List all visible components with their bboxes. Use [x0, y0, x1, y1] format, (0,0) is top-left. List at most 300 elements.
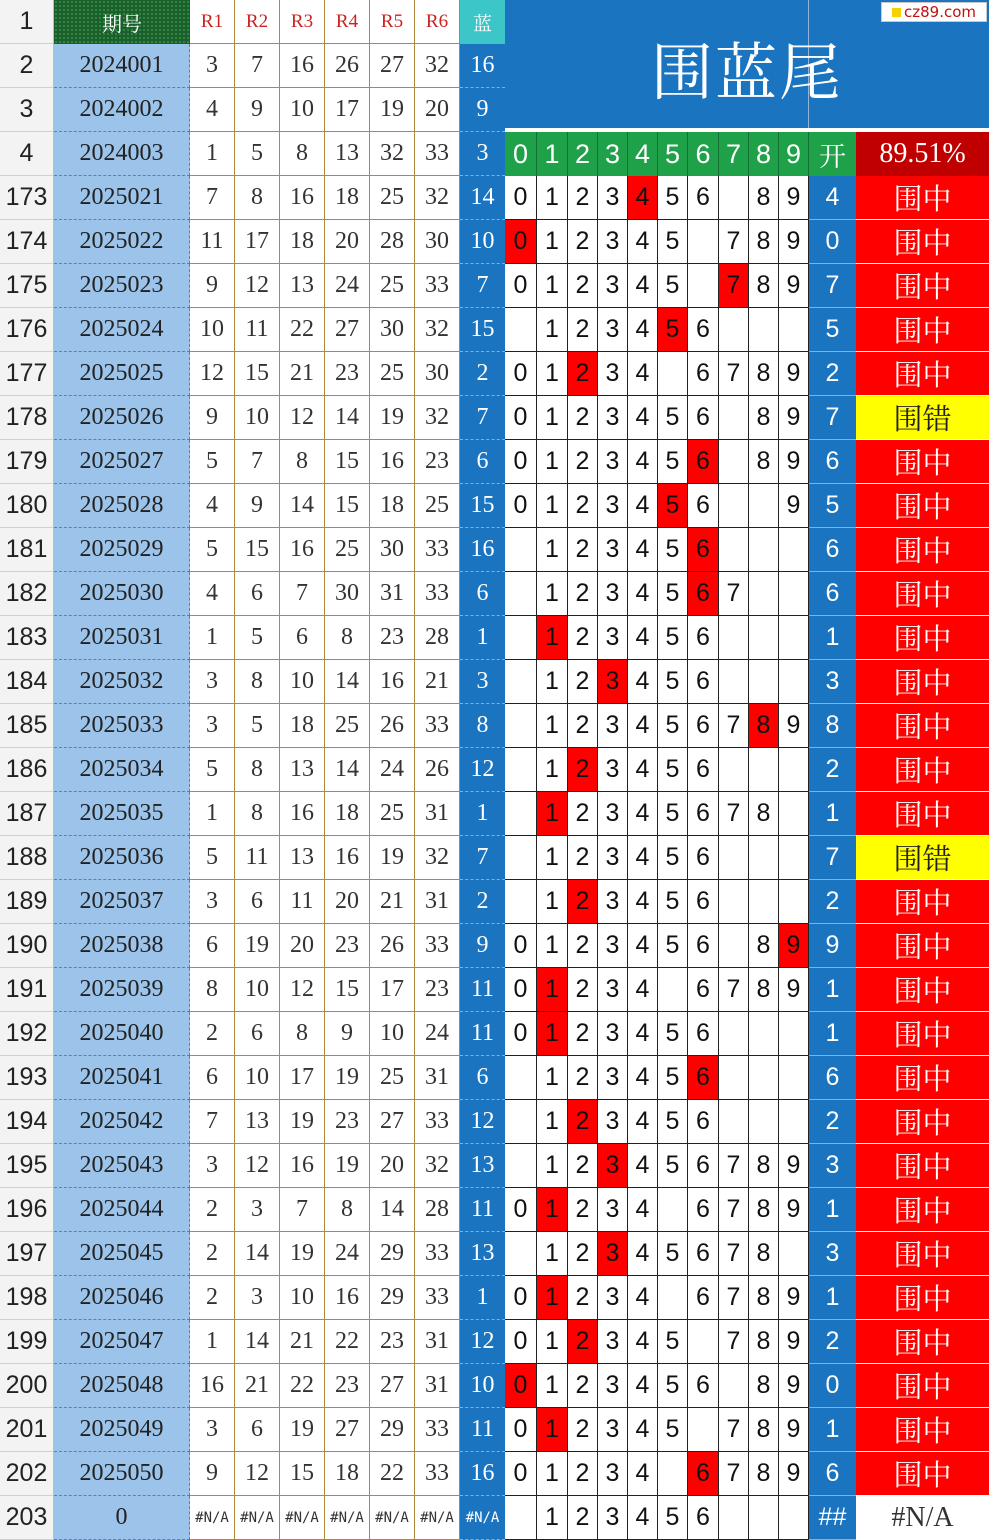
tail-digit-header[interactable]: 7	[719, 132, 749, 176]
row-number[interactable]: 196	[0, 1188, 54, 1232]
tail-digit-cell[interactable]: 1	[537, 572, 568, 616]
tail-digit-cell[interactable]	[779, 792, 809, 836]
tail-digit-cell[interactable]: 2	[568, 924, 598, 968]
tail-digit-cell[interactable]: 5	[658, 660, 688, 704]
red-ball-cell[interactable]: 16	[325, 1276, 370, 1320]
tail-digit-cell[interactable]: 8	[749, 1408, 779, 1452]
tail-digit-cell[interactable]: 5	[658, 220, 688, 264]
tail-digit-cell[interactable]: 2	[568, 704, 598, 748]
tail-digit-cell[interactable]: 6	[688, 352, 719, 396]
tail-digit-cell[interactable]: 6	[688, 968, 719, 1012]
red-ball-cell[interactable]: 15	[280, 1452, 325, 1496]
red-ball-cell[interactable]: #N/A	[325, 1496, 370, 1540]
open-tail-cell[interactable]: 5	[809, 484, 856, 528]
red-ball-cell[interactable]: 9	[190, 396, 235, 440]
period-cell[interactable]: 2025046	[54, 1276, 190, 1320]
tail-digit-cell[interactable]: 5	[658, 440, 688, 484]
tail-digit-cell[interactable]: 8	[749, 924, 779, 968]
tail-digit-cell[interactable]: 4	[628, 1056, 658, 1100]
blue-ball-cell[interactable]: 15	[460, 484, 505, 528]
tail-digit-cell[interactable]: 1	[537, 396, 568, 440]
tail-digit-hit[interactable]: 6	[688, 1452, 719, 1496]
red-ball-cell[interactable]: 33	[415, 704, 460, 748]
tail-digit-cell[interactable]: 2	[568, 616, 598, 660]
tail-digit-cell[interactable]: 1	[537, 1452, 568, 1496]
open-tail-cell[interactable]: 1	[809, 616, 856, 660]
red-ball-cell[interactable]: 6	[235, 1408, 280, 1452]
tail-digit-cell[interactable]	[749, 836, 779, 880]
result-cell[interactable]: 围错	[856, 836, 989, 880]
tail-digit-cell[interactable]: 0	[505, 396, 537, 440]
red-ball-cell[interactable]: 13	[280, 748, 325, 792]
tail-digit-hit[interactable]: 1	[537, 1188, 568, 1232]
tail-digit-hit[interactable]: 1	[537, 1012, 568, 1056]
tail-digit-cell[interactable]: 4	[628, 1100, 658, 1144]
red-ball-cell[interactable]: 25	[370, 352, 415, 396]
tail-digit-cell[interactable]: 2	[568, 528, 598, 572]
period-cell[interactable]: 2025021	[54, 176, 190, 220]
tail-digit-cell[interactable]: 4	[628, 704, 658, 748]
tail-digit-cell[interactable]: 5	[658, 880, 688, 924]
open-tail-cell[interactable]: ##	[809, 1496, 856, 1540]
tail-digit-cell[interactable]: 2	[568, 1364, 598, 1408]
red-ball-cell[interactable]: 9	[190, 1452, 235, 1496]
tail-digit-cell[interactable]	[749, 1012, 779, 1056]
red-ball-cell[interactable]: 5	[190, 748, 235, 792]
blue-ball-cell[interactable]: 13	[460, 1144, 505, 1188]
tail-digit-cell[interactable]: 5	[658, 176, 688, 220]
red-ball-cell[interactable]: 5	[190, 440, 235, 484]
blue-ball-cell[interactable]: 12	[460, 748, 505, 792]
red-ball-cell[interactable]: 33	[415, 528, 460, 572]
period-cell[interactable]: 2025029	[54, 528, 190, 572]
red-ball-cell[interactable]: 25	[325, 704, 370, 748]
tail-digit-hit[interactable]: 3	[598, 1232, 628, 1276]
tail-digit-cell[interactable]: 6	[688, 484, 719, 528]
tail-digit-cell[interactable]: 2	[568, 176, 598, 220]
result-cell[interactable]: 围中	[856, 440, 989, 484]
tail-digit-cell[interactable]: 8	[749, 968, 779, 1012]
tail-digit-cell[interactable]: 6	[688, 792, 719, 836]
red-ball-cell[interactable]: 24	[370, 748, 415, 792]
tail-digit-cell[interactable]: 6	[688, 1012, 719, 1056]
tail-digit-hit[interactable]: 6	[688, 1056, 719, 1100]
blue-ball-cell[interactable]: 9	[460, 924, 505, 968]
tail-digit-cell[interactable]: 6	[688, 1276, 719, 1320]
tail-digit-cell[interactable]: 3	[598, 968, 628, 1012]
tail-digit-cell[interactable]: 3	[598, 924, 628, 968]
tail-digit-cell[interactable]: 3	[598, 1056, 628, 1100]
red-ball-cell[interactable]: 18	[370, 484, 415, 528]
red-ball-cell[interactable]: 15	[325, 484, 370, 528]
tail-digit-cell[interactable]: 0	[505, 1320, 537, 1364]
tail-digit-cell[interactable]: 4	[628, 484, 658, 528]
open-tail-cell[interactable]: 6	[809, 1056, 856, 1100]
tail-digit-cell[interactable]	[658, 968, 688, 1012]
open-tail-cell[interactable]: 3	[809, 660, 856, 704]
tail-digit-cell[interactable]: 3	[598, 748, 628, 792]
tail-digit-cell[interactable]: 2	[568, 1188, 598, 1232]
blue-ball-cell[interactable]: 1	[460, 1276, 505, 1320]
red-ball-cell[interactable]: 33	[415, 264, 460, 308]
red-ball-cell[interactable]: 24	[415, 1012, 460, 1056]
red-ball-cell[interactable]: 18	[325, 1452, 370, 1496]
tail-digit-hit[interactable]: 2	[568, 880, 598, 924]
red-ball-cell[interactable]: 29	[370, 1232, 415, 1276]
red-ball-cell[interactable]: 2	[190, 1276, 235, 1320]
red-ball-cell[interactable]: 14	[280, 484, 325, 528]
red-ball-cell[interactable]: 16	[280, 1144, 325, 1188]
red-ball-cell[interactable]: 8	[190, 968, 235, 1012]
tail-digit-cell[interactable]: 2	[568, 572, 598, 616]
tail-digit-hit[interactable]: 8	[749, 704, 779, 748]
row-number[interactable]: 3	[0, 88, 54, 132]
red-ball-cell[interactable]: 21	[415, 660, 460, 704]
red-ball-cell[interactable]: 30	[415, 220, 460, 264]
red-ball-cell[interactable]: 2	[190, 1232, 235, 1276]
tail-digit-cell[interactable]: 7	[719, 704, 749, 748]
tail-digit-cell[interactable]: 5	[658, 1496, 688, 1540]
red-ball-cell[interactable]: 9	[325, 1012, 370, 1056]
red-ball-cell[interactable]: 31	[415, 1364, 460, 1408]
tail-digit-cell[interactable]	[779, 880, 809, 924]
tail-digit-hit[interactable]: 1	[537, 1408, 568, 1452]
tail-digit-cell[interactable]: 2	[568, 1012, 598, 1056]
tail-digit-header[interactable]: 3	[598, 132, 628, 176]
red-ball-cell[interactable]: 14	[370, 1188, 415, 1232]
tail-digit-cell[interactable]: 9	[779, 1320, 809, 1364]
tail-digit-cell[interactable]: 1	[537, 484, 568, 528]
tail-digit-header[interactable]: 1	[537, 132, 568, 176]
tail-digit-cell[interactable]: 4	[628, 1144, 658, 1188]
period-cell[interactable]: 2025030	[54, 572, 190, 616]
blue-ball-cell[interactable]: 3	[460, 132, 505, 176]
red-ball-cell[interactable]: 13	[325, 132, 370, 176]
blue-ball-cell[interactable]: 14	[460, 176, 505, 220]
tail-digit-cell[interactable]: 0	[505, 1188, 537, 1232]
period-cell[interactable]: 2025039	[54, 968, 190, 1012]
tail-digit-cell[interactable]: 8	[749, 440, 779, 484]
open-tail-cell[interactable]: 0	[809, 1364, 856, 1408]
red-ball-cell[interactable]: 6	[235, 1012, 280, 1056]
tail-digit-cell[interactable]: 4	[628, 440, 658, 484]
red-ball-cell[interactable]: 25	[370, 176, 415, 220]
open-tail-cell[interactable]: 2	[809, 352, 856, 396]
tail-digit-cell[interactable]	[719, 1056, 749, 1100]
tail-digit-hit[interactable]: 5	[658, 308, 688, 352]
blue-ball-cell[interactable]: 3	[460, 660, 505, 704]
tail-digit-cell[interactable]: 3	[598, 1452, 628, 1496]
blue-ball-cell[interactable]: 7	[460, 396, 505, 440]
tail-digit-cell[interactable]: 0	[505, 1276, 537, 1320]
tail-digit-cell[interactable]	[779, 836, 809, 880]
row-number[interactable]: 180	[0, 484, 54, 528]
red-ball-cell[interactable]: 6	[280, 616, 325, 660]
tail-digit-cell[interactable]: 3	[598, 1188, 628, 1232]
tail-digit-cell[interactable]: 8	[749, 1232, 779, 1276]
result-cell[interactable]: 围中	[856, 880, 989, 924]
result-cell[interactable]: 围错	[856, 396, 989, 440]
open-tail-cell[interactable]: 1	[809, 1188, 856, 1232]
tail-digit-cell[interactable]	[719, 1012, 749, 1056]
result-cell[interactable]: 围中	[856, 352, 989, 396]
tail-digit-cell[interactable]: 7	[719, 1144, 749, 1188]
red-ball-cell[interactable]: 20	[325, 880, 370, 924]
row-number[interactable]: 197	[0, 1232, 54, 1276]
open-tail-cell[interactable]: 2	[809, 1100, 856, 1144]
period-cell[interactable]: 2025041	[54, 1056, 190, 1100]
red-ball-cell[interactable]: 16	[325, 836, 370, 880]
red-ball-cell[interactable]: 3	[190, 660, 235, 704]
tail-digit-cell[interactable]: 3	[598, 704, 628, 748]
tail-digit-cell[interactable]: 4	[628, 220, 658, 264]
red-ball-cell[interactable]: 2	[190, 1188, 235, 1232]
tail-digit-cell[interactable]: 3	[598, 264, 628, 308]
tail-digit-cell[interactable]: 1	[537, 924, 568, 968]
tail-digit-cell[interactable]: 7	[719, 792, 749, 836]
tail-digit-cell[interactable]	[749, 748, 779, 792]
red-ball-cell[interactable]: #N/A	[190, 1496, 235, 1540]
red-ball-cell[interactable]: 3	[235, 1276, 280, 1320]
tail-digit-cell[interactable]	[719, 308, 749, 352]
red-ball-cell[interactable]: 9	[235, 484, 280, 528]
tail-digit-cell[interactable]: 6	[688, 660, 719, 704]
period-cell[interactable]: 2025031	[54, 616, 190, 660]
red-ball-cell[interactable]: 12	[190, 352, 235, 396]
row-number[interactable]: 176	[0, 308, 54, 352]
red-ball-cell[interactable]: 20	[370, 1144, 415, 1188]
period-cell[interactable]: 2025027	[54, 440, 190, 484]
result-cell[interactable]: 围中	[856, 660, 989, 704]
tail-digit-cell[interactable]: 7	[719, 220, 749, 264]
red-ball-cell[interactable]: 18	[280, 704, 325, 748]
tail-digit-hit[interactable]: 4	[628, 176, 658, 220]
red-ball-cell[interactable]: 32	[370, 132, 415, 176]
tail-digit-cell[interactable]: 9	[779, 440, 809, 484]
red-ball-cell[interactable]: 31	[415, 880, 460, 924]
row-number[interactable]: 198	[0, 1276, 54, 1320]
tail-digit-cell[interactable]: 5	[658, 1056, 688, 1100]
red-ball-cell[interactable]: 18	[325, 176, 370, 220]
result-cell[interactable]: 围中	[856, 792, 989, 836]
red-ball-cell[interactable]: 12	[235, 1452, 280, 1496]
red-ball-cell[interactable]: 16	[370, 660, 415, 704]
tail-digit-cell[interactable]: 5	[658, 792, 688, 836]
blue-ball-cell[interactable]: 11	[460, 1188, 505, 1232]
red-ball-cell[interactable]: 32	[415, 836, 460, 880]
result-cell[interactable]: 围中	[856, 968, 989, 1012]
tail-digit-cell[interactable]: 4	[628, 616, 658, 660]
tail-digit-cell[interactable]	[505, 308, 537, 352]
red-ball-cell[interactable]: 26	[370, 924, 415, 968]
tail-digit-cell[interactable]: 5	[658, 1232, 688, 1276]
tail-digit-cell[interactable]: 9	[779, 1364, 809, 1408]
row-number[interactable]: 174	[0, 220, 54, 264]
tail-digit-cell[interactable]: 2	[568, 836, 598, 880]
row-number[interactable]: 188	[0, 836, 54, 880]
red-ball-cell[interactable]: 29	[370, 1408, 415, 1452]
tail-digit-cell[interactable]: 2	[568, 1232, 598, 1276]
tail-digit-cell[interactable]: 7	[719, 1276, 749, 1320]
tail-digit-cell[interactable]: 5	[658, 1320, 688, 1364]
open-tail-cell[interactable]: 7	[809, 264, 856, 308]
tail-digit-cell[interactable]	[779, 1100, 809, 1144]
row-number[interactable]: 189	[0, 880, 54, 924]
tail-digit-cell[interactable]: 9	[779, 1276, 809, 1320]
tail-digit-cell[interactable]	[505, 1232, 537, 1276]
tail-digit-cell[interactable]: 6	[688, 836, 719, 880]
period-cell[interactable]: 2024002	[54, 88, 190, 132]
tail-digit-cell[interactable]: 1	[537, 748, 568, 792]
tail-digit-cell[interactable]: 2	[568, 440, 598, 484]
tail-digit-cell[interactable]	[505, 528, 537, 572]
result-cell[interactable]: 围中	[856, 1056, 989, 1100]
red-ball-cell[interactable]: 26	[415, 748, 460, 792]
red-ball-cell[interactable]: 31	[415, 1056, 460, 1100]
red-ball-cell[interactable]: 14	[235, 1320, 280, 1364]
row-number[interactable]: 2	[0, 44, 54, 88]
red-ball-cell[interactable]: 8	[235, 748, 280, 792]
tail-digit-cell[interactable]	[779, 528, 809, 572]
red-ball-cell[interactable]: 2	[190, 1012, 235, 1056]
tail-digit-cell[interactable]	[779, 660, 809, 704]
row-number[interactable]: 1	[0, 0, 54, 44]
tail-digit-cell[interactable]	[505, 616, 537, 660]
tail-digit-hit[interactable]: 2	[568, 1320, 598, 1364]
tail-digit-cell[interactable]: 9	[779, 1452, 809, 1496]
tail-digit-cell[interactable]	[688, 1408, 719, 1452]
tail-digit-cell[interactable]: 3	[598, 440, 628, 484]
tail-digit-cell[interactable]: 4	[628, 1408, 658, 1452]
red-ball-cell[interactable]: 28	[415, 1188, 460, 1232]
blue-ball-header[interactable]: 蓝	[460, 0, 505, 44]
red-ball-cell[interactable]: 22	[325, 1320, 370, 1364]
tail-digit-cell[interactable]	[658, 1276, 688, 1320]
row-number[interactable]: 193	[0, 1056, 54, 1100]
red-ball-header[interactable]: R4	[325, 0, 370, 44]
blue-ball-cell[interactable]: 16	[460, 1452, 505, 1496]
result-cell[interactable]: 围中	[856, 748, 989, 792]
red-ball-cell[interactable]: 1	[190, 616, 235, 660]
red-ball-cell[interactable]: 24	[325, 264, 370, 308]
red-ball-cell[interactable]: 5	[190, 836, 235, 880]
open-tail-cell[interactable]: 7	[809, 396, 856, 440]
tail-digit-cell[interactable]: 6	[688, 748, 719, 792]
red-ball-cell[interactable]: 6	[190, 924, 235, 968]
tail-digit-cell[interactable]: 0	[505, 484, 537, 528]
red-ball-cell[interactable]: 19	[280, 1100, 325, 1144]
tail-digit-cell[interactable]: 0	[505, 1012, 537, 1056]
tail-digit-cell[interactable]	[749, 616, 779, 660]
tail-digit-cell[interactable]: 5	[658, 836, 688, 880]
red-ball-cell[interactable]: 4	[190, 572, 235, 616]
tail-digit-cell[interactable]: 4	[628, 1188, 658, 1232]
red-ball-cell[interactable]: 32	[415, 396, 460, 440]
tail-digit-hit[interactable]: 0	[505, 1364, 537, 1408]
tail-digit-hit[interactable]: 1	[537, 968, 568, 1012]
blue-ball-cell[interactable]: 1	[460, 616, 505, 660]
red-ball-cell[interactable]: 11	[190, 220, 235, 264]
red-ball-cell[interactable]: 7	[190, 1100, 235, 1144]
tail-digit-cell[interactable]	[749, 528, 779, 572]
tail-digit-cell[interactable]: 6	[688, 396, 719, 440]
tail-digit-cell[interactable]: 1	[537, 264, 568, 308]
red-ball-cell[interactable]: 33	[415, 572, 460, 616]
red-ball-cell[interactable]: 16	[370, 440, 415, 484]
tail-digit-cell[interactable]: 3	[598, 880, 628, 924]
result-cell[interactable]: 围中	[856, 1452, 989, 1496]
red-ball-cell[interactable]: 28	[415, 616, 460, 660]
tail-digit-header[interactable]: 6	[688, 132, 719, 176]
tail-digit-cell[interactable]	[749, 1496, 779, 1540]
tail-digit-cell[interactable]	[749, 484, 779, 528]
red-ball-cell[interactable]: 27	[370, 1100, 415, 1144]
red-ball-cell[interactable]: 30	[370, 528, 415, 572]
open-tail-cell[interactable]: 9	[809, 924, 856, 968]
open-tail-cell[interactable]: 7	[809, 836, 856, 880]
tail-digit-cell[interactable]: 8	[749, 176, 779, 220]
red-ball-cell[interactable]: 27	[370, 1364, 415, 1408]
result-cell[interactable]: 围中	[856, 1320, 989, 1364]
tail-digit-cell[interactable]: 9	[779, 704, 809, 748]
row-number[interactable]: 178	[0, 396, 54, 440]
tail-digit-cell[interactable]	[719, 440, 749, 484]
result-cell[interactable]: 围中	[856, 1188, 989, 1232]
red-ball-cell[interactable]: 32	[415, 176, 460, 220]
red-ball-cell[interactable]: 31	[370, 572, 415, 616]
red-ball-cell[interactable]: 3	[190, 1144, 235, 1188]
tail-digit-cell[interactable]: 2	[568, 1144, 598, 1188]
result-cell[interactable]: 围中	[856, 220, 989, 264]
site-logo[interactable]	[881, 2, 987, 22]
blue-ball-cell[interactable]: 6	[460, 440, 505, 484]
red-ball-cell[interactable]: 23	[325, 924, 370, 968]
tail-digit-cell[interactable]: 2	[568, 484, 598, 528]
red-ball-cell[interactable]: 27	[325, 308, 370, 352]
period-cell[interactable]: 0	[54, 1496, 190, 1540]
red-ball-cell[interactable]: 13	[280, 264, 325, 308]
red-ball-cell[interactable]: 10	[190, 308, 235, 352]
red-ball-cell[interactable]: 10	[280, 1276, 325, 1320]
tail-digit-cell[interactable]	[505, 792, 537, 836]
tail-digit-cell[interactable]: 3	[598, 528, 628, 572]
tail-digit-cell[interactable]: 5	[658, 924, 688, 968]
red-ball-cell[interactable]: 3	[235, 1188, 280, 1232]
tail-digit-cell[interactable]	[719, 836, 749, 880]
tail-digit-cell[interactable]: 3	[598, 176, 628, 220]
open-tail-cell[interactable]: 0	[809, 220, 856, 264]
tail-digit-cell[interactable]: 3	[598, 308, 628, 352]
red-ball-cell[interactable]: 33	[415, 1100, 460, 1144]
red-ball-cell[interactable]: 23	[325, 1100, 370, 1144]
tail-digit-cell[interactable]	[505, 880, 537, 924]
red-ball-cell[interactable]: 33	[415, 1452, 460, 1496]
red-ball-cell[interactable]: 10	[280, 88, 325, 132]
tail-digit-cell[interactable]: 3	[598, 1100, 628, 1144]
result-cell[interactable]: 围中	[856, 176, 989, 220]
open-tail-cell[interactable]: 2	[809, 748, 856, 792]
tail-digit-cell[interactable]	[505, 660, 537, 704]
red-ball-cell[interactable]: 1	[190, 792, 235, 836]
red-ball-header[interactable]: R6	[415, 0, 460, 44]
blue-ball-cell[interactable]: 10	[460, 1364, 505, 1408]
row-number[interactable]: 183	[0, 616, 54, 660]
open-tail-cell[interactable]: 6	[809, 440, 856, 484]
red-ball-cell[interactable]: 13	[235, 1100, 280, 1144]
tail-digit-cell[interactable]: 5	[658, 1012, 688, 1056]
blue-ball-cell[interactable]: 7	[460, 836, 505, 880]
red-ball-cell[interactable]: 5	[235, 616, 280, 660]
